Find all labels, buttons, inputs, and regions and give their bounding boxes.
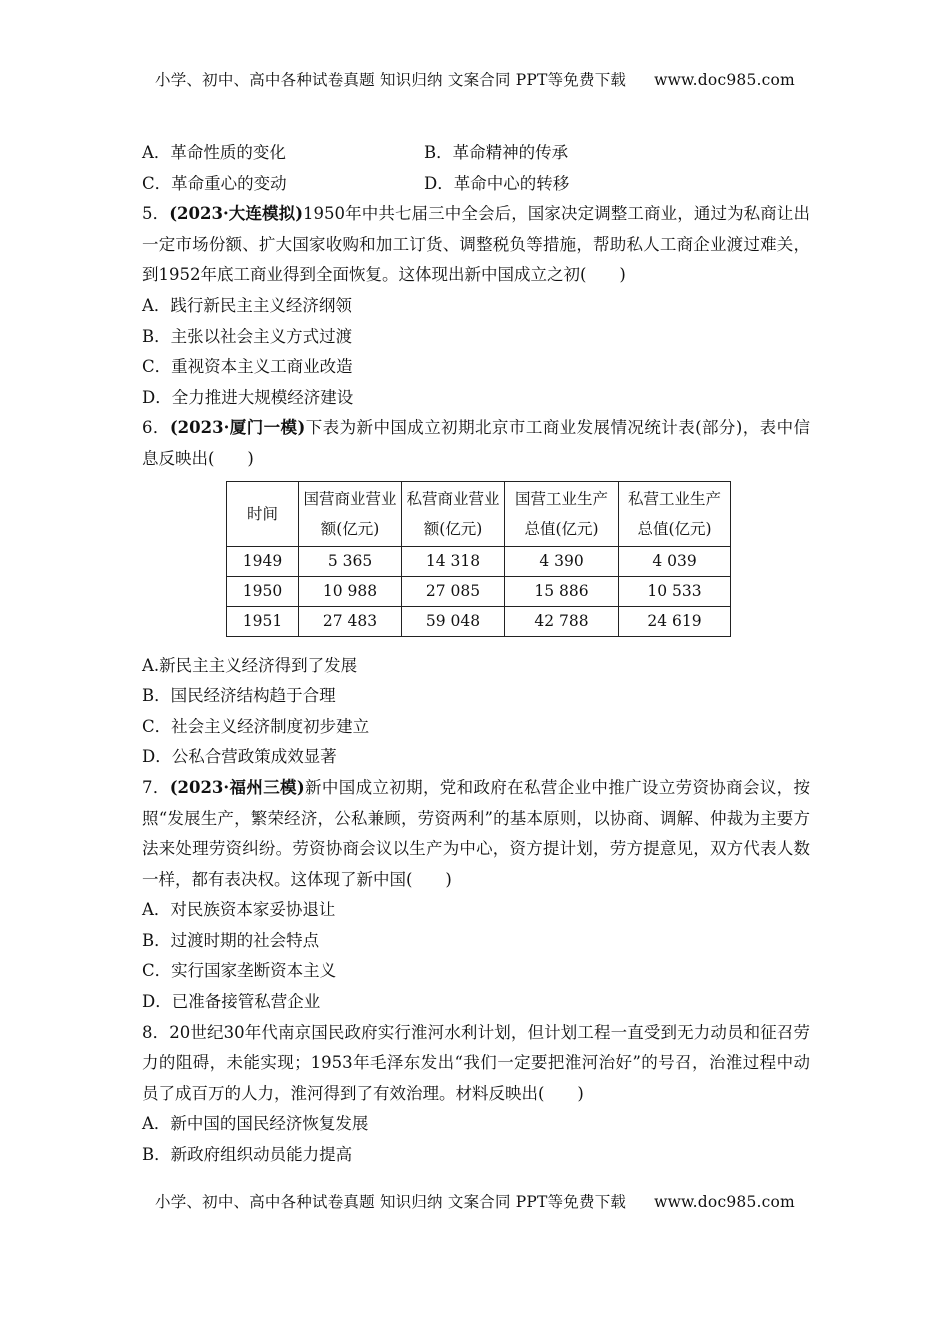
- table-cell: 27 085: [402, 576, 505, 606]
- option: C．重视资本主义工商业改造: [142, 357, 353, 377]
- table-header: 私营工业生产总值(亿元): [619, 481, 731, 546]
- q4-options-row-1: [142, 138, 810, 169]
- option: D．革命中心的转移: [424, 173, 570, 193]
- table-cell: 10 533: [619, 576, 731, 606]
- question-source: (2023·厦门一模): [169, 418, 306, 438]
- option: B．国民经济结构趋于合理: [142, 686, 336, 706]
- option: A．革命性质的变化: [142, 143, 286, 162]
- option: B．新政府组织动员能力提高: [142, 1145, 353, 1165]
- question-text: 20世纪30年代南京国民政府实行淮河水利计划，但计划工程一直受到无力动员和征召劳力的阻碍，未能实现；1953年毛泽东发出“我们一定要把淮河治好”的号召，治淮过程中动员了成百万的人力，淮河得到了有效治理。材料反映出( ): [142, 1022, 811, 1103]
- option: A．新中国的国民经济恢复发展: [142, 1114, 369, 1134]
- question-8-stem: [142, 1018, 810, 1110]
- question-5-stem: [142, 199, 810, 291]
- option: D．全力推进大规模经济建设: [142, 387, 354, 407]
- table-header: 私营商业营业额(亿元): [402, 481, 505, 546]
- table-cell: 5 365: [299, 546, 402, 576]
- option: A．践行新民主主义经济纲领: [142, 295, 352, 315]
- table-header: 时间: [227, 481, 299, 546]
- statistics-table: [226, 481, 731, 637]
- question-source: (2023·大连模拟): [169, 204, 304, 224]
- question-number: 5．: [142, 204, 170, 224]
- table-cell: 1950: [227, 576, 299, 606]
- q4-options-row-2: [142, 169, 810, 200]
- question-text: 新中国成立初期，党和政府在私营企业中推广设立劳资协商会议，按照“发展生产，繁荣经济，公私兼顾，劳资两利”的基本原则，以协商、调解、仲裁为主要方法来处理劳资纠纷。劳资协商会议以生产为中心，资方提计划，劳方提意见，双方代表人数一样，都有表决权。这体现了新中国( ): [142, 777, 810, 889]
- question-text: 下表为新中国成立初期北京市工商业发展情况统计表(部分)，表中信息反映出( ): [142, 418, 811, 468]
- question-7-stem: [142, 773, 810, 895]
- question-6-stem: [142, 413, 810, 474]
- option: C．社会主义经济制度初步建立: [142, 716, 370, 736]
- table-header: 国营工业生产总值(亿元): [505, 481, 619, 546]
- option: A．对民族资本家妥协退让: [142, 900, 336, 920]
- option: D．已准备接管私营企业: [142, 992, 321, 1012]
- option: B．主张以社会主义方式过渡: [142, 326, 353, 346]
- option: B．过渡时期的社会特点: [142, 930, 320, 950]
- option: D．公私合营政策成效显著: [142, 747, 337, 767]
- question-number: 8．: [142, 1022, 170, 1042]
- table-row: [227, 606, 731, 636]
- option: A.新民主主义经济得到了发展: [142, 655, 358, 675]
- question-text: 1950年中共七届三中全会后，国家决定调整工商业，通过为私商让出一定市场份额、扩大国家收购和加工订货、调整税负等措施，帮助私人工商企业渡过难关，到1952年底工商业得到全面恢复。这体现出新中国成立之初( ): [142, 204, 810, 285]
- table-row: [227, 576, 731, 606]
- header-text: 小学、初中、高中各种试卷真题 知识归纳 文案合同 PPT等免费下载: [155, 71, 627, 89]
- option: C．革命重心的变动: [142, 173, 287, 193]
- table-cell: 4 390: [505, 546, 619, 576]
- table-cell: 4 039: [619, 546, 731, 576]
- page-footer: [0, 1190, 950, 1212]
- table-cell: 1951: [227, 606, 299, 636]
- table-cell: 24 619: [619, 606, 731, 636]
- table-cell: 27 483: [299, 606, 402, 636]
- table-cell: 59 048: [402, 606, 505, 636]
- table-header: 国营商业营业额(亿元): [299, 481, 402, 546]
- option: C．实行国家垄断资本主义: [142, 961, 337, 981]
- table-cell: 15 886: [505, 576, 619, 606]
- question-number: 6．: [142, 418, 170, 438]
- option: B．革命精神的传承: [424, 143, 569, 162]
- table-cell: 14 318: [402, 546, 505, 576]
- footer-text: 小学、初中、高中各种试卷真题 知识归纳 文案合同 PPT等免费下载: [155, 1193, 627, 1211]
- footer-site: www.doc985.com: [654, 1193, 795, 1211]
- question-source: (2023·福州三模): [169, 777, 305, 797]
- table-header-row: [227, 481, 731, 546]
- table-cell: 42 788: [505, 606, 619, 636]
- header-site: www.doc985.com: [654, 71, 795, 89]
- document-body: [142, 138, 810, 1171]
- page-header: [0, 68, 950, 90]
- table-cell: 10 988: [299, 576, 402, 606]
- table-cell: 1949: [227, 546, 299, 576]
- question-number: 7．: [142, 777, 170, 797]
- table-row: [227, 546, 731, 576]
